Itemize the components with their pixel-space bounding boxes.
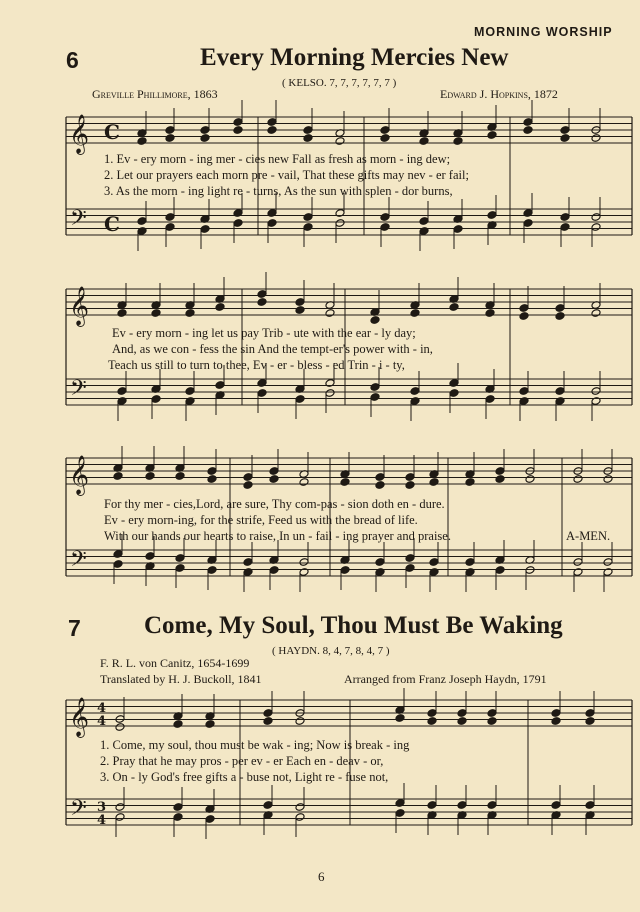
time-signature: C [104,120,120,144]
hymn-title: Come, My Soul, Thou Must Be Waking [144,612,563,639]
time-signature: 4 [97,701,107,716]
bass-clef: 𝄢 [70,796,87,826]
amen-text: A-MEN. [566,529,611,543]
lyric-line: 1. Come, my soul, thou must be wak - ing; Now is break - ing [100,738,410,752]
hymn-number: 7 [68,615,81,641]
lyric-line: For thy mer - cies,Lord, are sure, Thy com-pas - sion doth en - dure. [104,497,445,511]
tune-name: ( HAYDN. 8, 4, 7, 8, 4, 7 ) [272,645,390,657]
bass-clef: 𝄢 [70,206,87,236]
lyric-line: Teach us still to turn to thee, Ev - er - bless - ed Trin - i - ty, [108,358,405,372]
treble-clef: 𝄞 [69,455,90,495]
lyric-line: Ev - ery morn-ing, for the strife, Feed us with the bread of life. [104,513,418,527]
treble-clef: 𝄞 [69,114,90,154]
composer-credit: Edward J. Hopkins, 1872 [440,87,558,101]
page-number: 6 [318,869,325,884]
author-credit: F. R. L. von Canitz, 1654-1699 [100,656,250,670]
hymn-title: Every Morning Mercies New [200,44,509,71]
treble-clef: 𝄞 [69,286,90,326]
lyric-line: And, as we con - fess the sin And the tempt-er's power with - in, [112,342,433,356]
lyric-line: 1. Ev - ery morn - ing mer - cies new Fall as fresh as morn - ing dew; [104,152,451,166]
time-signature: 4 [97,714,107,729]
time-signature: 3 [97,800,107,815]
lyric-line: With our hands our hearts to raise, In un - fail - ing prayer and praise. [104,529,451,543]
arranger-credit: Arranged from Franz Joseph Haydn, 1791 [344,672,547,686]
tune-name: ( KELSO. 7, 7, 7, 7, 7, 7 ) [282,77,397,89]
hymn-number: 6 [66,47,79,73]
lyric-line: 2. Pray that he may pros - per ev - er Each en - deav - or, [100,754,384,768]
section-heading: MORNING WORSHIP [474,25,613,39]
time-signature: 4 [97,813,107,828]
time-signature: C [104,212,120,236]
bass-clef: 𝄢 [70,547,87,577]
lyric-line: 3. As the morn - ing light re - turns, As the sun with splen - dor burns, [104,184,453,198]
author-credit: Greville Phillimore, 1863 [92,87,218,101]
lyric-line: 3. On - ly God's free gifts a - buse not, Light re - fuse not, [100,770,389,784]
lyric-line: 2. Let our prayers each morn pre - vail, That these gifts may nev - er fail; [104,168,469,182]
translator-credit: Translated by H. J. Buckoll, 1841 [100,672,262,686]
treble-clef: 𝄞 [69,697,90,737]
lyric-line: Ev - ery morn - ing let us pay Trib - ute with the ear - ly day; [112,326,416,340]
bass-clef: 𝄢 [70,376,87,406]
